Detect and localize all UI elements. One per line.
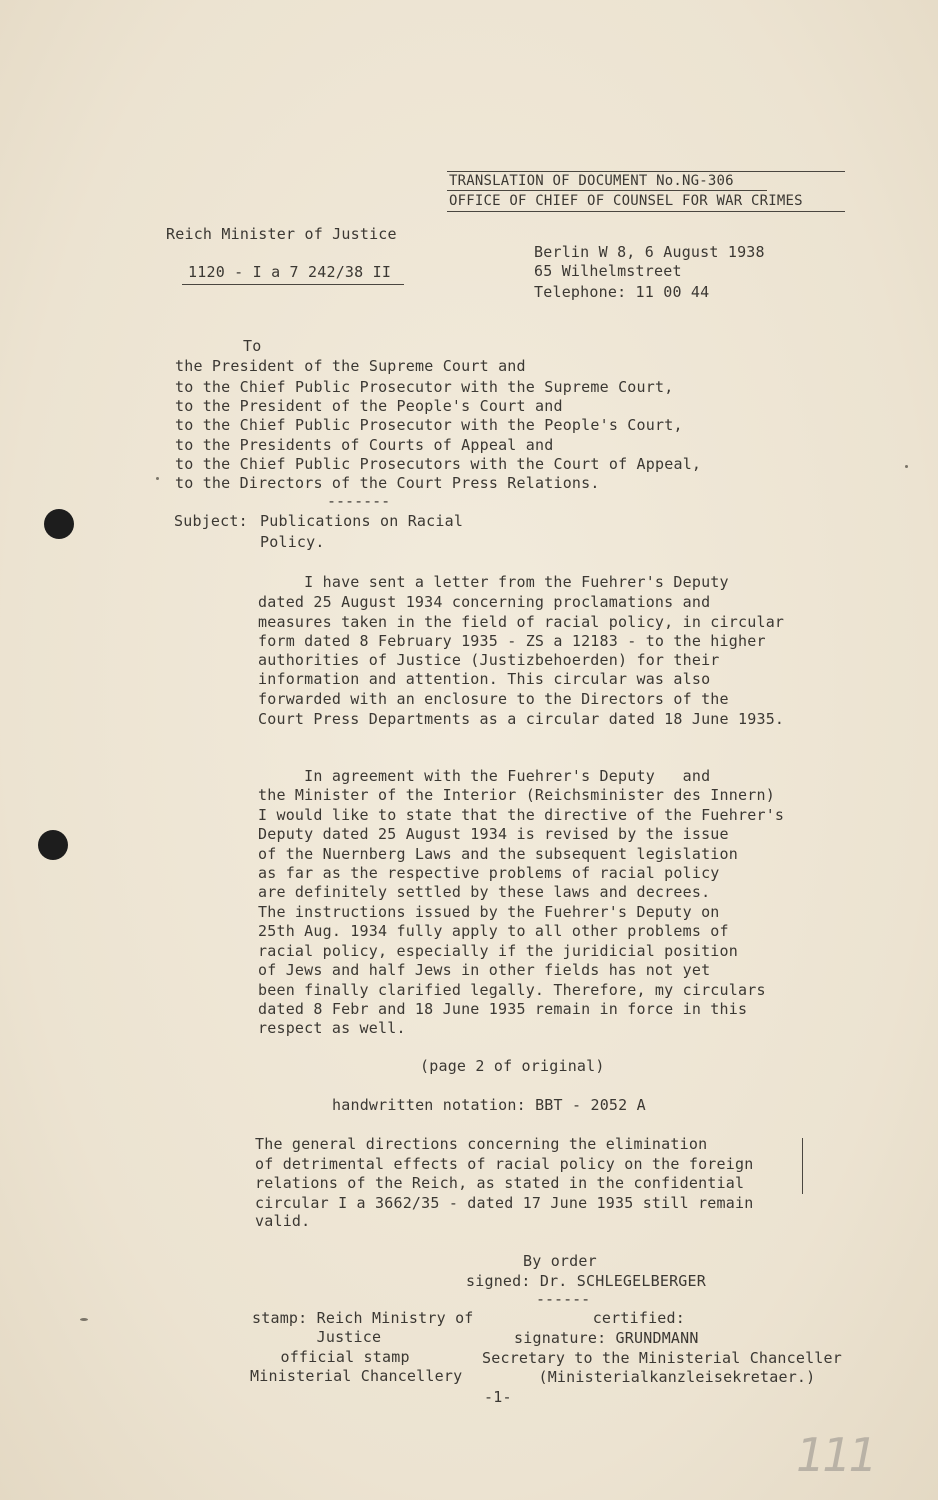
sender-title: Reich Minister of Justice: [166, 225, 397, 243]
paragraph-line: In agreement with the Fuehrer's Deputy and: [258, 767, 711, 785]
punch-hole-bottom: [38, 830, 68, 860]
paragraph-line: are definitely settled by these laws and decrees.: [258, 883, 711, 901]
paragraph-line: authorities of Justice (Justizbehoerden) for their: [258, 651, 720, 669]
stamp-line: stamp: Reich Ministry of: [252, 1309, 474, 1327]
header-rule-mid: [447, 190, 767, 191]
addressee-line: to the Directors of the Court Press Relations.: [175, 474, 600, 492]
paragraph-line: Deputy dated 25 August 1934 is revised by the issue: [258, 825, 729, 843]
handwritten-notation: handwritten notation: BBT - 2052 A: [332, 1096, 646, 1114]
handwritten-page-number: 111: [796, 1428, 875, 1482]
paragraph-line: been finally clarified legally. Therefore, my circulars: [258, 981, 766, 999]
paragraph-line: forwarded with an enclosure to the Directors of the: [258, 690, 729, 708]
paragraph-line: dated 25 August 1934 concerning proclamations and: [258, 593, 711, 611]
header-rule-bottom: [447, 211, 845, 212]
city-date: Berlin W 8, 6 August 1938: [534, 243, 765, 261]
street: 65 Wilhelmstreet: [534, 262, 682, 280]
addressee-line: to the President of the People's Court and: [175, 397, 563, 415]
reference-underline: [182, 284, 404, 285]
paragraph-line: relations of the Reich, as stated in the confidential: [255, 1174, 745, 1192]
addressee-line: to the Chief Public Prosecutors with the Court of Appeal,: [175, 455, 702, 473]
subject-line-1: Publications on Racial: [260, 512, 464, 530]
subject-line-2: Policy.: [260, 533, 325, 551]
paragraph-line: I have sent a letter from the Fuehrer's Deputy: [258, 573, 729, 591]
paragraph-line: of Jews and half Jews in other fields has not yet: [258, 961, 711, 979]
margin-mark: [802, 1138, 803, 1194]
signed-line: signed: Dr. SCHLEGELBERGER: [466, 1272, 706, 1290]
paragraph-line: form dated 8 February 1935 - ZS a 12183 - to the higher: [258, 632, 766, 650]
page-note: (page 2 of original): [420, 1057, 605, 1075]
paragraph-line: Court Press Departments as a circular dated 18 June 1935.: [258, 710, 785, 728]
paragraph-line: 25th Aug. 1934 fully apply to all other problems of: [258, 922, 729, 940]
paragraph-line: of the Nuernberg Laws and the subsequent legislation: [258, 845, 738, 863]
paper-speck: [905, 465, 908, 468]
stamp-line: Ministerial Chancellery: [250, 1367, 463, 1385]
subject-label: Subject:: [174, 512, 248, 530]
stamp-line: official stamp: [262, 1348, 410, 1366]
translation-line: TRANSLATION OF DOCUMENT No.NG-306: [449, 173, 734, 189]
addressee-line: to the Presidents of Courts of Appeal and: [175, 436, 554, 454]
paper-speck: [80, 1318, 88, 1321]
stamp-line: Justice: [252, 1328, 382, 1346]
paragraph-line: respect as well.: [258, 1019, 406, 1037]
paragraph-line: racial policy, especially if the juridicial position: [258, 942, 738, 960]
addressee-line: the President of the Supreme Court and: [175, 357, 526, 375]
telephone: Telephone: 11 00 44: [534, 283, 710, 301]
page-number: -1-: [484, 1388, 512, 1406]
addressee-line: to the Chief Public Prosecutor with the People's Court,: [175, 416, 683, 434]
paragraph-line: of detrimental effects of racial policy on the foreign: [255, 1155, 754, 1173]
paragraph-line: the Minister of the Interior (Reichsminister des Innern): [258, 786, 775, 804]
paragraph-line: dated 8 Febr and 18 June 1935 remain in force in this: [258, 1000, 748, 1018]
by-order: By order: [523, 1252, 597, 1270]
certified-line: Secretary to the Ministerial Chanceller: [482, 1349, 842, 1367]
paragraph-line: information and attention. This circular was also: [258, 670, 711, 688]
paragraph-line: circular I a 3662/35 - dated 17 June 1935 still remain: [255, 1194, 754, 1212]
signature-dashes: ------: [536, 1290, 591, 1308]
addressee-line: To: [243, 337, 262, 355]
separator-dashes: -------: [327, 492, 391, 510]
paragraph-line: I would like to state that the directive of the Fuehrer's: [258, 806, 785, 824]
sender-reference: 1120 - I a 7 242/38 II: [188, 263, 392, 281]
paragraph-line: as far as the respective problems of racial policy: [258, 864, 720, 882]
paragraph-line: The general directions concerning the elimination: [255, 1135, 708, 1153]
certified-line: (Ministerialkanzleisekretaer.): [520, 1368, 816, 1386]
certified-line: signature: GRUNDMANN: [514, 1329, 699, 1347]
certified-line: certified:: [565, 1309, 685, 1327]
paragraph-line: The instructions issued by the Fuehrer's Deputy on: [258, 903, 720, 921]
paragraph-line: measures taken in the field of racial policy, in circular: [258, 613, 785, 631]
punch-hole-top: [44, 509, 74, 539]
paper-speck: [156, 477, 159, 480]
paragraph-line: valid.: [255, 1212, 311, 1230]
addressee-line: to the Chief Public Prosecutor with the Supreme Court,: [175, 378, 674, 396]
office-line: OFFICE OF CHIEF OF COUNSEL FOR WAR CRIMES: [449, 193, 803, 209]
